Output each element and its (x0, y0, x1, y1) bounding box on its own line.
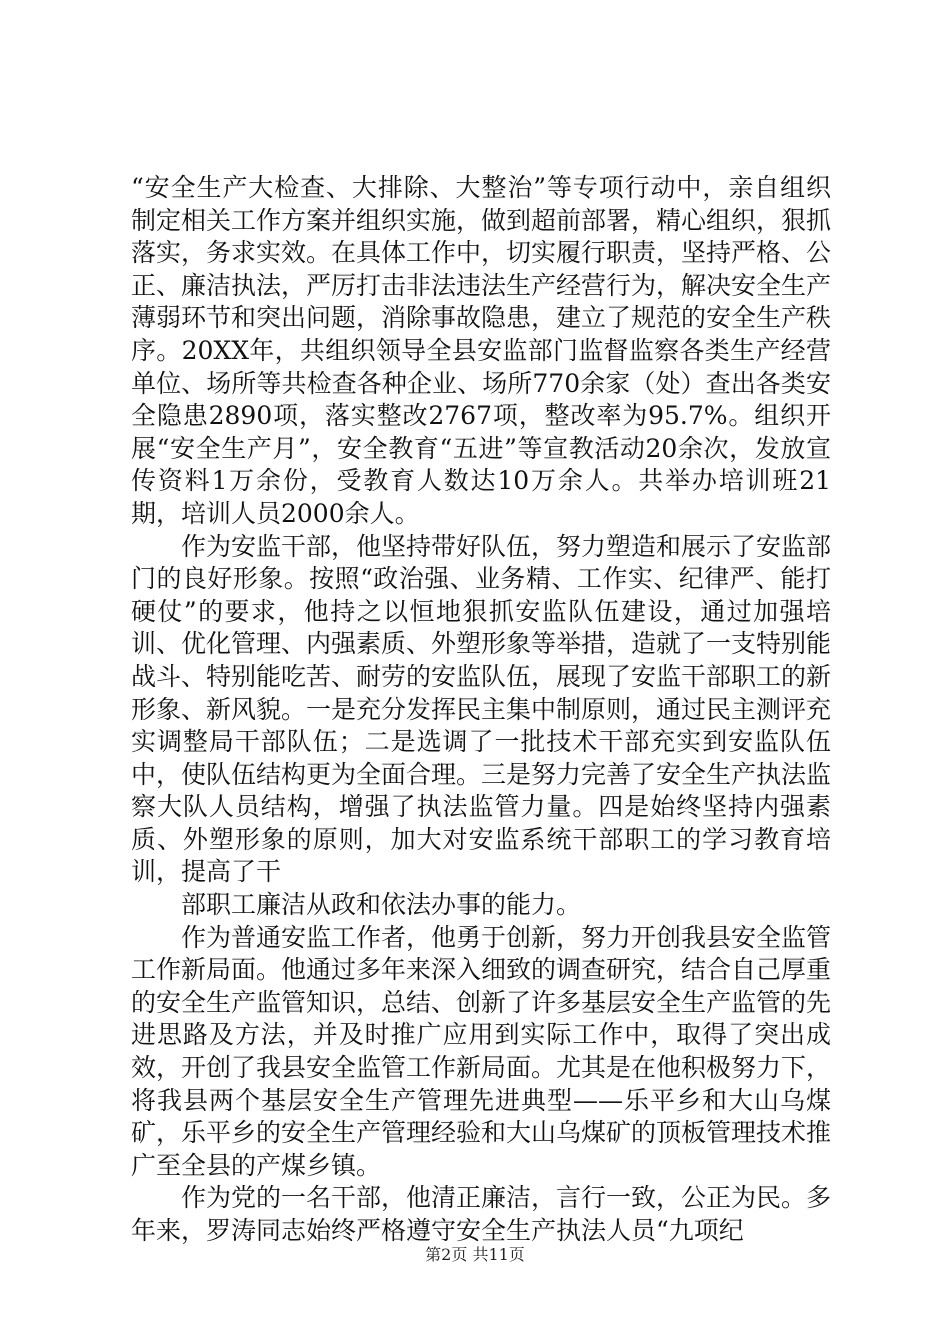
paragraph: 作为普通安监工作者，他勇于创新，努力开创我县安全监管工作新局面。他通过多年来深入细致的调查研究，结合自己厚重的安全生产监管知识，总结、创新了许多基层安全生产监管的先进思路及方法，并及时推广应用到实际工作中，取得了突出成效，开创了我县安全监管工作新局面。尤其是在他积极努力下，将我县两个基层安全生产管理先进典型——乐平乡和大山乌煤矿，乐平乡的安全生产管理经验和大山乌煤矿的顶板管理技术推广至全县的产煤乡镇。 (131, 922, 832, 1180)
page-footer: 第2页 共11页 (425, 1245, 525, 1264)
body-text (131, 172, 831, 1248)
paragraph: “安全生产大检查、大排除、大整治”等专项行动中，亲自组织制定相关工作方案并组织实施，做到超前部署，精心组织，狠抓落实，务求实效。在具体工作中，切实履行职责，坚持严格、公正、廉洁执法，严厉打击非法违法生产经营行为，解决安全生产薄弱环节和突出问题，消除事故隐患，建立了规范的安全生产秩序。20XX年，共组织领导全县安监部门监督监察各类生产经营单位、场所等共检查各种企业、场所770余家（处）查出各类安全隐患2890项，落实整改2767项，整改率为95.7%。组织开展“安全生产月”，安全教育“五进”等宣教活动20余次，发放宣传资料1万余份，受教育人数达10万余人。共举办培训班21期，培训人员2000余人。 (131, 173, 832, 528)
paragraph: 部职工廉洁从政和依法办事的能力。 (181, 890, 582, 920)
paragraph: 作为党的一名干部，他清正廉洁，言行一致，公正为民。多年来，罗涛同志始终严格遵守安全生产执法人员“九项纪 (131, 1183, 832, 1245)
paragraph: 作为安监干部，他坚持带好队伍，努力塑造和展示了安监部门的良好形象。按照“政治强、业务精、工作实、纪律严、能打硬仗”的要求，他持之以恒地狠抓安监队伍建设，通过加强培训、优化管理、内强素质、外塑形象等举措，造就了一支特别能战斗、特别能吃苦、耐劳的安监队伍，展现了安监干部职工的新形象、新风貌。一是充分发挥民主集中制原则，通过民主测评充实调整局干部队伍；二是选调了一批技术干部充实到安监队伍中，使队伍结构更为全面合理。三是努力完善了安全生产执法监察大队人员结构，增强了执法监管力量。四是始终坚持内强素质、外塑形象的原则，加大对安监系统干部职工的学习教育培训，提高了干 (131, 531, 832, 887)
